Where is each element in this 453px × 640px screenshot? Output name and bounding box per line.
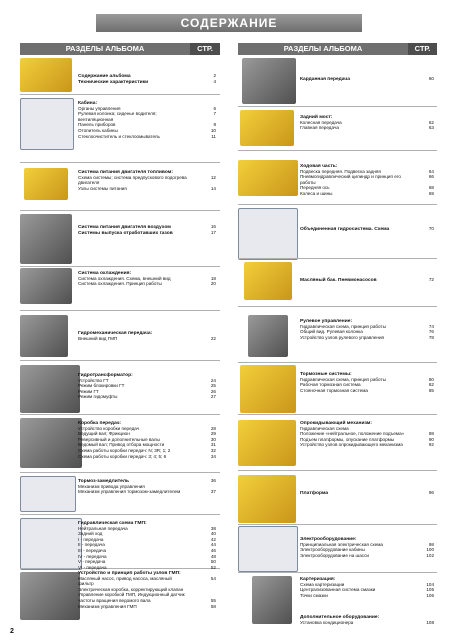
toc-entry[interactable] [78, 454, 216, 460]
toc-entry-title: Установка кондиционера [300, 619, 354, 625]
toc-entry-title: Устройство узлов рулевого управления [300, 334, 385, 340]
right-section [300, 226, 434, 232]
toc-entry-page: 60 [428, 76, 434, 81]
toc-entry-title: Кабина: [78, 101, 98, 106]
rear-axle-image [240, 110, 294, 146]
toc-entry-title: Гидромеханическая передача: [78, 331, 153, 336]
right-section [300, 163, 434, 197]
page-title: СОДЕРЖАНИЕ [96, 14, 362, 32]
toc-entry-title: Рабочая тормозная система [300, 382, 361, 388]
right-section [300, 536, 434, 558]
toc-entry-page: 72 [428, 277, 434, 282]
toc-entry-title: Узлы системы питания [78, 185, 127, 191]
toc-entry[interactable] [300, 335, 434, 341]
toc-entry-page: 80 [428, 376, 434, 382]
toc-entry[interactable] [78, 604, 216, 610]
section-header: РАЗДЕЛЫ АЛЬБОМА [65, 44, 145, 53]
toc-entry[interactable] [78, 394, 216, 400]
toc-entry-page: 98 [428, 541, 434, 547]
toc-entry-page: 44 [210, 542, 216, 548]
right-column-header [238, 43, 437, 55]
page-number: 2 [10, 628, 14, 635]
radiator-image [20, 268, 72, 304]
chassis-image [238, 160, 298, 196]
toc-entry-title: Электрооборудование на шасси [300, 552, 369, 558]
toc-entry[interactable] [300, 442, 434, 448]
toc-entry-page: 106 [426, 592, 434, 598]
toc-entry-page: 42 [210, 536, 216, 542]
toc-entry-title: II - передача [78, 542, 105, 548]
toc-entry-title: Режим блокировки ГТ [78, 383, 125, 389]
toc-entry-title: Пневмогидравлический цилиндр и принцип его [300, 174, 401, 180]
section-header: РАЗДЕЛЫ АЛЬБОМА [283, 44, 363, 53]
toc-entry-title: Рулевая колонка; сиденье водителя; [78, 111, 157, 117]
toc-entry-page: 104 [426, 581, 434, 587]
toc-entry-page: 18 [210, 275, 216, 281]
toc-entry-title: работы [300, 179, 316, 185]
fuel-tank-image [24, 168, 68, 200]
right-section [300, 420, 434, 448]
toc-entry-page: 46 [210, 547, 216, 553]
cab-image [20, 98, 74, 150]
left-section [78, 478, 216, 495]
toc-entry-title: IV - передача [78, 553, 107, 559]
toc-entry-page: 27 [210, 394, 216, 400]
toc-entry-title: Система охлаждения. Схема, внешний вид [78, 275, 171, 281]
toc-entry-title: Масляный бак. Пневмонасосов [300, 278, 377, 283]
toc-entry[interactable] [300, 226, 434, 232]
toc-entry-title: Карданная передача [300, 77, 350, 82]
toc-entry-title: Коробка передач: [78, 421, 122, 426]
toc-entry-title: Ведущий вал; Фрикцион [78, 431, 130, 437]
toc-entry-page: 34 [210, 453, 216, 459]
gmp-image [20, 315, 68, 357]
toc-entry-title: Платформа [300, 491, 329, 496]
toc-entry-title: Тормоз-замедлитель [78, 479, 129, 484]
left-section [78, 100, 216, 139]
toc-entry[interactable] [300, 620, 434, 626]
toc-entry-title: Главная передача [300, 125, 339, 131]
toc-entry-page: 8 [213, 122, 216, 128]
toc-entry-page: 108 [426, 619, 434, 625]
toc-entry-page: 28 [210, 425, 216, 431]
left-section [78, 570, 216, 609]
toc-entry-title: Объединенная гидросистема. Схема [300, 227, 390, 232]
toc-entry-title: двигателя [78, 180, 100, 186]
toc-entry-page: 26 [210, 388, 216, 394]
toc-entry-title: Органы управления [78, 105, 121, 111]
right-section [300, 318, 434, 340]
toc-entry-title: Тормозные системы: [300, 372, 352, 377]
left-section [78, 270, 216, 287]
toc-entry-page: 17 [210, 229, 216, 235]
toc-entry-page: 102 [426, 552, 434, 558]
toc-entry-page: 50 [210, 559, 216, 565]
toc-entry-title: фильтр [78, 581, 94, 587]
toc-entry[interactable] [300, 553, 434, 559]
toc-entry-page: 58 [210, 603, 216, 609]
toc-entry-title: Устройство коробки передач [78, 425, 140, 431]
toc-entry-title: Система питания двигателя воздухом [78, 225, 171, 230]
toc-entry-title: Схема работы коробки передач: N; 3R; 1; 2 [78, 447, 171, 453]
toc-entry-page: 2 [213, 73, 216, 78]
toc-entry-title: Гидравлическая схема ГМП: [78, 521, 147, 526]
left-section [78, 169, 216, 191]
toc-entry-title: Подвеска передняя. Подвеска задняя [300, 168, 381, 174]
toc-entry[interactable] [78, 186, 216, 192]
toc-entry-page: 31 [210, 442, 216, 448]
toc-entry[interactable] [78, 489, 216, 495]
toc-entry-title: Картеризация: [300, 577, 336, 582]
page-header: СТР. [408, 43, 437, 55]
toc-entry-page: 96 [428, 490, 434, 495]
gmp-units-image [20, 572, 80, 620]
toc-entry-title: Гидравлическая схема, принцип работы [300, 376, 386, 382]
toc-entry[interactable] [78, 79, 216, 85]
toc-entry-page: 92 [428, 442, 434, 448]
toc-entry[interactable] [78, 230, 216, 236]
toc-entry[interactable] [78, 281, 216, 287]
dump-truck-image [20, 58, 72, 92]
toc-entry-page: 32 [210, 447, 216, 453]
toc-entry-page: 54 [210, 575, 216, 581]
hydraulic-scheme-image [238, 208, 298, 260]
toc-entry-page: 52 [210, 564, 216, 570]
left-section [78, 330, 216, 341]
toc-entry-page: 55 [210, 597, 216, 603]
toc-entry-title: Передняя ось [300, 185, 330, 191]
toc-entry-page: 48 [210, 553, 216, 559]
toc-entry-title: вентиляционная [78, 116, 114, 122]
page-header: СТР. [190, 43, 220, 55]
toc-entry[interactable] [300, 125, 434, 131]
toc-entry-title: Устройство узлов опрокидывающего механизма [300, 442, 403, 448]
toc-entry-title: III - передача [78, 547, 107, 553]
left-column-header [20, 43, 220, 55]
toc-entry-title: Устройство ГТ [78, 377, 109, 383]
toc-entry-title: Система питания двигателя топливом: [78, 170, 173, 175]
toc-entry-title: Режим ГТ [78, 388, 99, 394]
toc-entry-title: Гидравлическая схема [300, 425, 349, 431]
toc-entry-page: 10 [210, 127, 216, 133]
toc-entry-title: Управление коробкой ГМП, Индукционный датчик [78, 592, 185, 598]
toc-entry-page: 82 [428, 382, 434, 388]
right-section [300, 614, 434, 625]
toc-entry-page: 38 [210, 525, 216, 531]
toc-entry-title: Масляный насос, привод насоса, масляный [78, 575, 172, 581]
toc-entry-title: Системы выпуска отработавших газов [78, 230, 173, 236]
toc-entry-page: 100 [426, 547, 434, 553]
toc-entry-page: 4 [213, 78, 216, 84]
toc-entry-page: 78 [428, 334, 434, 340]
toc-entry-title: Гидравлическая схема, принцип работы [300, 323, 386, 329]
toc-entry-page: 88 [428, 431, 434, 437]
gearbox-image [20, 418, 82, 468]
right-section [300, 371, 434, 393]
toc-entry-title: VI - передача [78, 564, 107, 570]
toc-entry-title: Система охлаждения: [78, 271, 132, 276]
tipping-mechanism-image [238, 420, 296, 466]
toc-entry-title: Точки смазки [300, 592, 328, 598]
hydraulic-diagram-image [20, 518, 82, 570]
toc-entry[interactable] [300, 76, 434, 82]
toc-entry-page: 63 [428, 125, 434, 131]
brake-system-image [240, 365, 296, 413]
toc-entry-title: Механизм управления тормозом-замедлителем [78, 489, 181, 495]
toc-entry-page: 90 [428, 436, 434, 442]
toc-entry-title: частоты вращения ведомого вала [78, 597, 151, 603]
toc-entry-page: 29 [210, 431, 216, 437]
toc-entry-title: Централизованная система смазки [300, 587, 376, 593]
left-section [78, 372, 216, 400]
toc-entry-page: 76 [428, 329, 434, 335]
toc-entry-page: 22 [210, 335, 216, 341]
air-system-image [20, 214, 72, 264]
toc-entry-title: Колесная передача [300, 119, 342, 125]
toc-entry-title: Электрическая коробка, корректирующий клапан [78, 586, 184, 592]
toc-entry-title: Отопитель кабины [78, 127, 118, 133]
toc-entry-page: 37 [210, 489, 216, 495]
torque-converter-image [20, 365, 80, 413]
toc-entry-title: Электрооборудование кабины [300, 547, 365, 553]
electrical-image [238, 526, 298, 572]
toc-entry-title: I - передача [78, 536, 104, 542]
right-section [300, 490, 434, 496]
toc-entry-page: 74 [428, 323, 434, 329]
toc-entry-page: 69 [428, 190, 434, 196]
toc-entry-title: Содержание альбома [78, 74, 131, 79]
toc-entry[interactable] [300, 593, 434, 599]
toc-entry-page: 70 [428, 226, 434, 231]
toc-entry-page: 25 [210, 383, 216, 389]
toc-entry[interactable] [300, 277, 434, 283]
left-section [78, 224, 216, 235]
toc-entry-page: 85 [428, 387, 434, 393]
toc-entry-page: 30 [210, 436, 216, 442]
steering-image [248, 315, 288, 357]
toc-entry-title: Схема работы коробки передач: 3; 4; 5; 6 [78, 453, 167, 459]
toc-entry-title: Колеса и шины [300, 190, 333, 196]
toc-entry-title: Схема картеризации [300, 581, 345, 587]
toc-entry-title: Устройство и принцип работы узлов ГМП: [78, 571, 181, 576]
toc-entry-page: 40 [210, 531, 216, 537]
toc-entry-page: 16 [210, 224, 216, 229]
toc-entry-page: 62 [428, 119, 434, 125]
toc-entry-title: Опрокидывающий механизм: [300, 421, 373, 426]
toc-entry-title: Система охлаждения. Принцип работы [78, 281, 162, 287]
driveshaft-image [242, 58, 296, 104]
toc-entry-page: 11 [211, 133, 216, 139]
toc-entry-title: Стояночная тормозная система [300, 387, 368, 393]
oil-tank-image [244, 262, 292, 300]
toc-entry-title: Рулевое управление: [300, 319, 353, 324]
toc-entry-title: Положение «нейтральное, положение подъема» [300, 431, 405, 437]
toc-entry[interactable] [300, 388, 434, 394]
toc-entry-title: Ходовая часть: [300, 164, 338, 169]
toc-entry-title: Режим гидомуфты [78, 394, 118, 400]
right-section [300, 114, 434, 131]
toc-entry-title: Задний мост: [300, 115, 333, 120]
lubrication-image [252, 576, 292, 624]
toc-entry-title: Ведомый вал; Привод отбора мощности [78, 442, 165, 448]
left-section [78, 420, 216, 459]
toc-entry-title: Механизм управления ГМП [78, 603, 137, 609]
toc-entry-title: V - передача [78, 559, 106, 565]
toc-entry-page: 66 [428, 174, 434, 180]
toc-entry-page: 68 [428, 185, 434, 191]
toc-entry-title: Общий вид. Рулевая колонка [300, 329, 363, 335]
toc-entry-page: 24 [210, 377, 216, 383]
left-section [78, 73, 216, 84]
toc-entry-title: Принципиальная электрическая схема [300, 541, 383, 547]
platform-image [238, 475, 296, 523]
toc-entry-page: 6 [213, 105, 216, 111]
toc-entry-title: Подъем платформы, опускание платформы [300, 436, 395, 442]
left-section [78, 520, 216, 570]
toc-entry-title: Механизм привода управления [78, 483, 145, 489]
right-section [300, 277, 434, 283]
toc-entry-page: 14 [210, 185, 216, 191]
toc-entry-page: 36 [210, 478, 216, 483]
toc-entry[interactable] [300, 191, 434, 197]
toc-entry-title: Электрооборудование: [300, 537, 357, 542]
toc-entry-title: Задний ход [78, 531, 103, 537]
toc-entry-page: 20 [210, 281, 216, 287]
brake-retarder-image [20, 476, 76, 512]
toc-entry-title: Технические характеристики [78, 79, 149, 85]
toc-entry-page: 7 [213, 111, 216, 117]
toc-entry-page: 12 [210, 174, 216, 180]
toc-entry-title: Схема системы; система предпускового подогрева [78, 174, 187, 180]
toc-entry[interactable] [78, 134, 216, 140]
toc-entry[interactable] [300, 490, 434, 496]
toc-entry-title: Реверсивный и дополнительные валы [78, 436, 160, 442]
toc-entry-title: Гидротрансформатор: [78, 373, 133, 378]
toc-entry-title: Стеклоочиститель и стеклоомыватель [78, 133, 160, 139]
right-section [300, 76, 434, 82]
toc-entry-title: Нейтральная передача [78, 525, 128, 531]
toc-entry-title: Дополнительное оборудование: [300, 615, 380, 620]
toc-entry-title: Панель приборов [78, 122, 116, 128]
toc-entry-page: 64 [428, 168, 434, 174]
toc-entry-title: Внешний вид ГМП [78, 335, 118, 341]
toc-entry[interactable] [78, 336, 216, 342]
right-section [300, 576, 434, 598]
toc-entry-page: 105 [426, 587, 434, 593]
